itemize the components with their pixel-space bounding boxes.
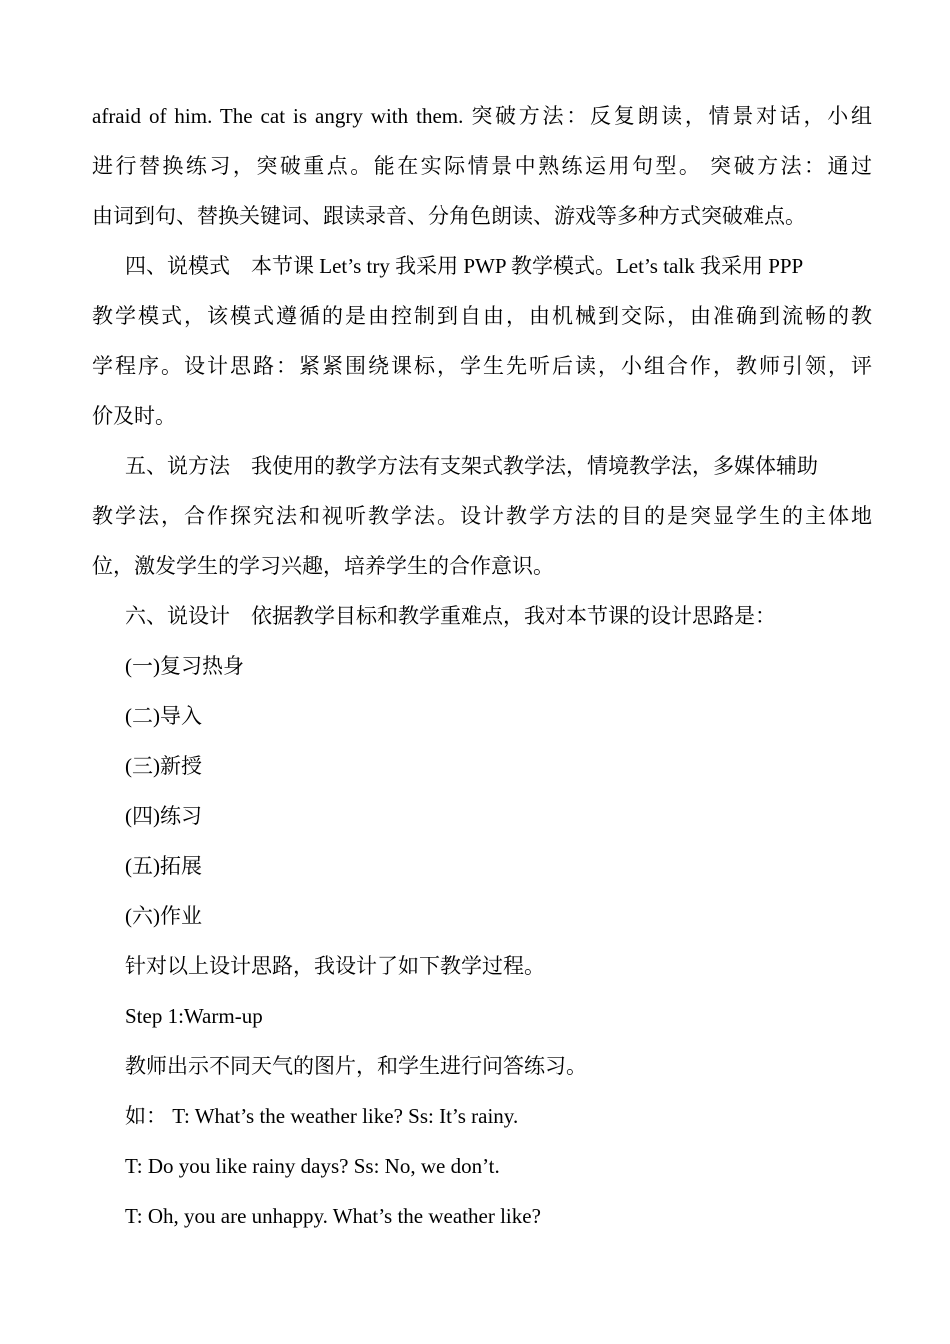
dialogue-line: 如： T: What’s the weather like? Ss: It’s rainy. — [125, 1104, 519, 1128]
list-item: (六)作业 — [125, 904, 202, 928]
text-line: 由词到句、替换关键词、跟读录音、分角色朗读、游戏等多种方式突破难点。 — [92, 204, 806, 228]
section-heading-design: 六、说设计 依据教学目标和教学重难点，我对本节课的设计思路是： — [125, 604, 776, 628]
text-line: 教学模式，该模式遵循的是由控制到自由，由机械到交际，由准确到流畅的教 — [92, 304, 872, 328]
text-line: 教学法，合作探究法和视听教学法。设计教学方法的目的是突显学生的主体地 — [92, 504, 872, 528]
text-line: 学程序。设计思路：紧紧围绕课标，学生先听后读，小组合作，教师引领，评 — [92, 354, 872, 378]
dialogue-line: T: Oh, you are unhappy. What’s the weather like? — [125, 1204, 541, 1228]
list-item: (五)拓展 — [125, 854, 202, 878]
text-line: 位，激发学生的学习兴趣，培养学生的合作意识。 — [92, 554, 554, 578]
text-line: 进行替换练习，突破重点。能在实际情景中熟练运用句型。 突破方法：通过 — [92, 154, 872, 178]
section-heading-method: 五、说方法 我使用的教学方法有支架式教学法，情境教学法，多媒体辅助 — [125, 454, 818, 478]
list-item: (二)导入 — [125, 704, 202, 728]
list-item: (四)练习 — [125, 804, 202, 828]
list-item: (一)复习热身 — [125, 654, 244, 678]
list-item: (三)新授 — [125, 754, 202, 778]
text-line: 针对以上设计思路，我设计了如下教学过程。 — [125, 954, 545, 978]
text-line: 价及时。 — [92, 404, 176, 428]
dialogue-line: T: Do you like rainy days? Ss: No, we don’t. — [125, 1154, 500, 1178]
text-line: afraid of him. The cat is angry with them. 突破方法：反复朗读，情景对话，小组 — [92, 104, 872, 128]
section-heading-mode: 四、说模式 本节课 Let’s try 我采用 PWP 教学模式。Let’s talk 我采用 PPP — [125, 254, 804, 278]
step-heading: Step 1:Warm-up — [125, 1004, 263, 1028]
text-line: 教师出示不同天气的图片，和学生进行问答练习。 — [125, 1054, 587, 1078]
